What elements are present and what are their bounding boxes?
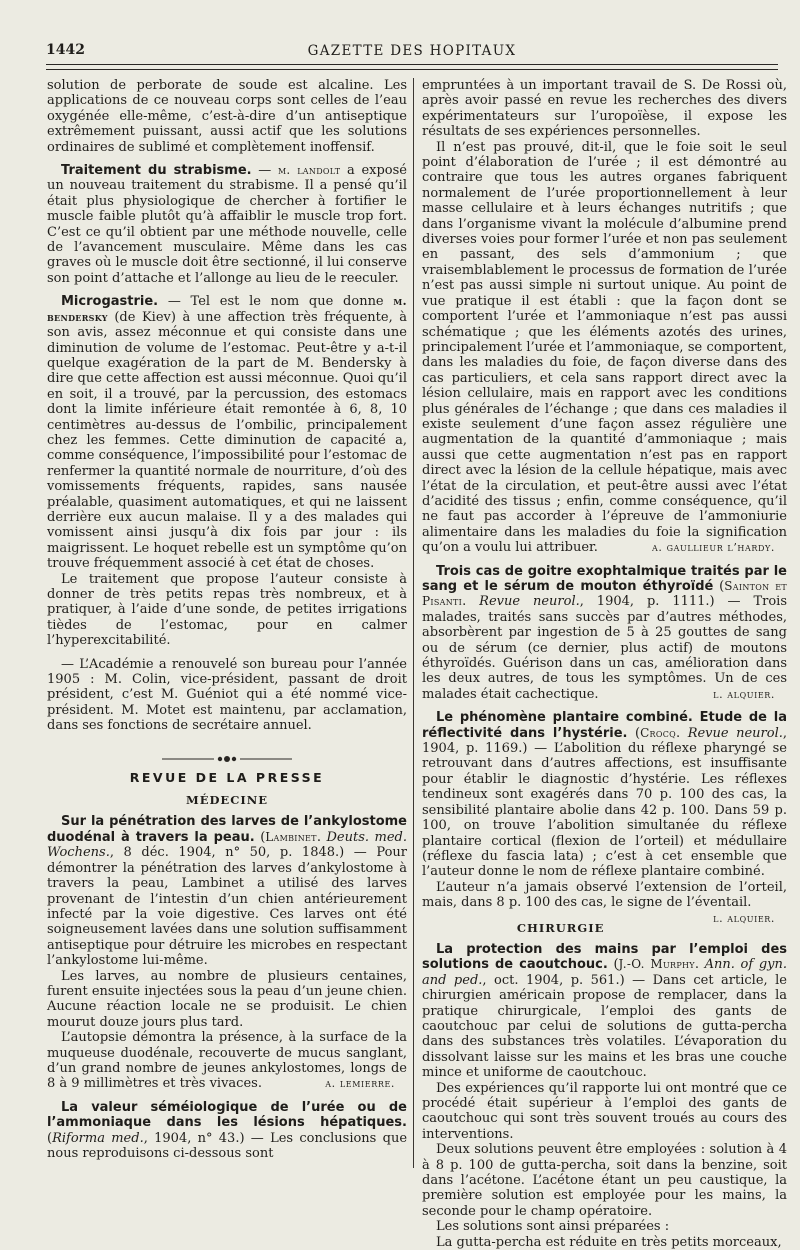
uree-title: La valeur séméiologique de l’urée ou de l’ammoniaque dans les lésions hépatiques.: [47, 1099, 407, 1131]
uree-conclusions-text: Il n’est pas prouvé, dit-il, que le foie soit le seul point d’élaboration de l’urée ; il est démontré au contraire que tous les autres organes fabriquent normalement de l’urée proportionnellement à leur masse cellulaire et à leurs échanges nutritifs ; que dans l’organisme vivant la molécule d’albumine prend diverses voies pour former l’urée et non pas seulement en passant, des sels d’ammonium ; que vraisemblablement le processus de formation de l’urée n’est pas aussi simple ni surtout unique. Au point de vue pratique il est établi : que la façon dont se comportent l’urée et l’ammoniaque n’est pas aussi schématique ; que les éléments azotés des urines, principalement l’urée et l’ammoniaque, se comportent, dans les maladies du foie, de façon diverse dans des cas particuliers, et cela sans rapport direct avec la lésion cellulaire, mais en rapport avec les conditions plus générales de l’échange ; que dans ces maladies il existe seulement d’une façon assez régulière une augmentation de la quantité d’ammoniaque ; mais aussi que cette augmentation n’est pas en rapport direct avec la lésion de la cellule hépatique, mais avec l’état de la circulation, et peut-être aussi avec l’état d’acidité des tissus ; enfin, comme conséquence, qu’il ne faut pas accorder à l’épreuve de l’ammoniurie alimentaire dans les maladies du foie la signification qu’on a voulu lui attribuer.: [422, 139, 787, 556]
protection-title: La protection des mains par l’emploi des solutions de caoutchouc.: [422, 941, 787, 973]
running-head: GAZETTE DES HOPITAUX: [307, 43, 517, 59]
goitre-ref-rest: , 1904, p. 1111.): [579, 594, 715, 610]
strabisme-author: m. landolt: [277, 163, 341, 178]
goitre-body: — Trois malades, traités sans succès par d’autres méthodes, absorbèrent par ingestion de 5 à 25 gouttes de sang ou de sérum (ce dernier, plus actif) de moutons éthyroïdés. Guérison dans un cas, amélioration dans les deux autres, de tous les symptômes. Un de ces malades était cachectique.: [422, 594, 787, 702]
strabisme-title: Traitement du strabisme.: [61, 163, 252, 179]
page-number: 1442: [46, 42, 85, 58]
ankylostome-paragraph-3-text: L’autopsie démontra la présence, à la surface de la muqueuse duodénale, recouverte de mucus sanglant, d’un grand nombre de jeunes ankylostomes, longs de 8 à 9 millimètres et très vivaces.: [47, 1030, 407, 1092]
ankylostome-paragraph-2: Les larves, au nombre de plusieurs centaines, furent ensuite injectées sous la peau d’un jeune chien. Aucune réaction locale ne se produisit. Le chien mourut douze jours plus tard.: [47, 968, 407, 1030]
uree-article: La valeur séméiologique de l’urée ou de l’ammoniaque dans les lésions hépatiques. (Riforma med., 1904, n° 43.) — Les conclusions que nous reproduisons ci-dessous sont: [47, 1099, 408, 1161]
ornament-divider: [47, 752, 407, 760]
plantaire-ref-rest: , 1904, p. 1169.): [422, 725, 788, 757]
ankylostome-title: Sur la pénétration des larves de l’ankylostome duodénal à travers la peau.: [47, 814, 407, 845]
header-rule-thin: [46, 69, 778, 70]
plantaire-paragraph-2: [422, 879, 787, 925]
left-column: [47, 78, 407, 1161]
ankylostome-ref-author: Lambinet: [265, 829, 317, 844]
plantaire-title: Le phénomène plantaire combiné. Etude de la réflectivité dans l’hystérie.: [422, 710, 787, 741]
plantaire-signature: l. alquier.: [713, 911, 775, 925]
ankylostome-ref-rest: , 8 déc. 1904, n° 50, p. 1848.): [109, 845, 345, 861]
plantaire-ref-journal: Revue neurol.: [687, 725, 783, 741]
protection-paragraph-4: Les solutions sont ainsi préparées :: [436, 1219, 670, 1235]
de-rossi-paragraph: empruntées à un important travail de S. De Rossi où, après avoir passé en revue les recherches des divers expérimentateurs sur l’uropoïèse, il expose les résultats de ses expériences personnelles.: [422, 78, 787, 140]
ornament-rule-icon: [162, 755, 292, 763]
uree-conclusions-paragraph: [422, 140, 787, 556]
ankylostome-article: Sur la pénétration des larves de l’ankylostome duodénal à travers la peau. (Lambinet. Deuts. med. Wochens., 8 déc. 1904, n° 50, p. 1848.) — Pour démontrer la pénétration des larves d’ankylostome à travers la peau, Lambinet a utilisé des larves provenant de l’intestin d’un chien antérieurement infecté par la voie digestive. Ces larves ont été soigneusement lavées dans une solution suffisamment antiseptique pour détruire les microbes en respectant l’ankylostome lui-même.: [47, 814, 408, 969]
goitre-ref-journal: Revue neurol.: [479, 594, 580, 610]
goitre-article: Trois cas de goitre exophtalmique traités par le sang et le sérum de mouton éthyroïdé (Sainton et Pisanti. Revue neurol., 1904, p. 1111.) — Trois malades, traités sans succès par d’autres méthodes, absorbèrent par ingestion de 5 à 25 gouttes de sang ou de sérum (ce dernier, plus actif) de moutons éthyroïdés. Guérison dans un cas, amélioration dans les deux autres, de tous les symptômes. Un de ces malades était cachectique. l. alquier.: [422, 563, 787, 702]
uree-signature: a. gaullieur l’hardy.: [652, 541, 775, 555]
ankylostome-paragraph-3: [47, 1030, 407, 1092]
plantaire-paragraph-2-text: L’auteur n’a jamais observé l’extension de l’orteil, mais, dans 8 p. 100 des cas, le signe de l’éventail.: [422, 879, 787, 911]
protection-body: — Dans cet article, le chirurgien américain propose de remplacer, dans la pratique chirurgicale, l’emploi des gants de caoutchouc par celui de solutions de gutta-percha dans des substances très volatiles. L’évaporation du dissolvant laisse sur les mains et les bras une couche mince et uniforme de caoutchouc.: [422, 972, 787, 1081]
ankylostome-signature: a. lemierre.: [325, 1077, 395, 1091]
dash: —: [251, 163, 278, 179]
microgastrie-article: [47, 294, 407, 571]
plantaire-article: Le phénomène plantaire combiné. Etude de la réflectivité dans l’hystérie. (Crocq. Revue neurol., 1904, p. 1169.) — L’abolition du réflexe pharyngé se retrouvant dans d’autres affections, est insuffisante pour établir le diagnostic d’hystérie. Les réflexes tendineux sont exagérés dans 70 p. 100 des cas, la sensibilité plantaire abolie dans 42 p. 100. Dans 59 p. 100, on trouve l’abolition simultanée du réflexe plantaire cortical (flexion de l’orteil) et médullaire (réflexe du fascia lata) ; c’est à cet ensemble que l’auteur donne le nom de réflexe plantaire combiné.: [422, 710, 788, 880]
right-column: [422, 78, 787, 1250]
uree-body: — Les conclusions que nous reproduisons ci-dessous sont: [47, 1130, 408, 1161]
ankylostome-body: — Pour démontrer la pénétration des larves d’ankylostome à travers la peau, Lambinet a utilisé des larves provenant de l’intestin d’un chien antérieurement infecté par la voie digestive. Ces larves ont été soigneusement lavées dans une solution suffisamment antiseptique pour détruire les microbes en respectant l’ankylostome lui-même.: [47, 845, 408, 969]
uree-ref-rest: , 1904, n° 43.): [143, 1130, 245, 1146]
goitre-title: Trois cas de goitre exophtalmique traités par le sang et le sérum de mouton éthyroïdé: [422, 563, 787, 594]
microgastrie-treatment: Le traitement que propose l’auteur consiste à donner de très petits repas très nombreux, et à pratiquer, à l’aide d’une sonde, de petites irrigations tièdes de l’estomac, pour en calmer l’hyperexcitabilité.: [47, 571, 407, 649]
goitre-signature: l. alquier.: [713, 687, 775, 701]
header-rule-thick: [46, 64, 778, 65]
medecine-subhead: MÉDECINE: [185, 793, 269, 808]
plantaire-body: — L’abolition du réflexe pharyngé se retrouvant dans d’autres affections, est insuffisante pour établir le diagnostic d’hystérie. Les réflexes tendineux sont exagérés dans 70 p. 100 des cas, la sensibilité plantaire abolie dans 42 p. 100. Dans 59 p. 100, on trouve l’abolition simultanée du réflexe plantaire cortical (flexion de l’orteil) et médullaire (réflexe du fascia lata) ; c’est à cet ensemble que l’auteur donne le nom de réflexe plantaire combiné.: [422, 741, 787, 880]
protection-paragraph-3: Deux solutions peuvent être employées : solution à 4 à 8 p. 100 de gutta-percha, soit dans la benzine, soit dans l’acétone. L’acétone étant un peu caustique, la première solution est employée pour les mains, la seconde pour le champ opératoire.: [422, 1142, 787, 1219]
microgastrie-author: m. bendersky: [47, 294, 407, 324]
column-separator: [413, 78, 414, 1168]
protection-paragraph-2: Des expériences qu’il rapporte lui ont montré que ce procédé était supérieur à l’emploi des gants de caoutchouc qui sont très souvent troués au cours des interventions.: [422, 1080, 787, 1142]
revue-de-la-presse-heading: REVUE DE LA PRESSE: [129, 769, 325, 785]
microgastrie-body: (de Kiev) à une affection très fréquente, à son avis, assez méconnue et qui consiste dans une diminution de volume de l’estomac. Peut-être y a-t-il quelque exagération de la part de M. Bendersky à dire que cette affection est aussi méconnue. Quoi qu’il en soit, il a trouvé, par la percussion, des estomacs dont la limite inférieure était remontée à 6, 8, 10 centimètres au-dessus de l’ombilic, principalement chez les femmes. Cette diminution de capacité a, comme conséquence, l’impossibilité pour l’estomac de renfermer la quantité normale de nourriture, d’où des vomissements fréquents, rapides, sans nausée préalable, quasiment automatiques, et qui ne laissent derrière eux aucun malaise. Il y a des malades qui vomissent ainsi jusqu’à dix fois par jour : ils maigrissent. Le hoquet rebelle est un symptôme qu’on trouve fréquemment associé à cet état de choses.: [47, 309, 407, 572]
chirurgie-subhead: CHIRURGIE: [516, 920, 605, 935]
microgastrie-title: Microgastrie.: [61, 294, 159, 310]
uree-ref-journal: Riforma med.: [52, 1130, 144, 1146]
ankylostome-ref-journal: Deuts. med. Wochens.: [47, 829, 407, 861]
plantaire-ref-author: Crocq: [640, 725, 677, 740]
protection-ref-rest: , oct. 1904, p. 561.): [482, 972, 625, 988]
protection-ref-author: J.-O. Murphy: [618, 957, 695, 972]
strabisme-body: a exposé un nouveau traitement du strabisme. Il a pensé qu’il était plus physiologique de chercher à fortifier le muscle faible plutôt qu’à affaiblir le muscle trop fort. C’est ce qu’il obtient par une méthode nouvelle, celle de l’avancement musculaire. Même dans les cas graves où le muscle doit être sectionné, il lui conserve son point d’attache et l’allonge au lieu de le reeculer.: [47, 163, 407, 286]
microgastrie-intro: — Tel est le nom que donne: [158, 294, 394, 310]
protection-article: La protection des mains par l’emploi des solutions de caoutchouc. (J.-O. Murphy. Ann. of gyn. and ped., oct. 1904, p. 561.) — Dans cet article, le chirurgien américain propose de remplacer, dans la pratique chirurgicale, l’emploi des gants de caoutchouc par celui de solutions de gutta-percha dans des substances très volatiles. L’évaporation du dissolvant laisse sur les mains et les bras une couche mince et uniforme de caoutchouc.: [422, 941, 787, 1081]
page-header: [46, 42, 778, 62]
perborate-paragraph: solution de perborate de soude est alcaline. Les applications de ce nouveau corps sont celles de l’eau oxygénée elle-même, c’est-à-dire d’un antiseptique extrêmement puissant, aussi actif que les solutions ordinaires de sublimé et complètement inoffensif.: [47, 78, 407, 155]
protection-ref-journal: Ann. of gyn. and ped.: [422, 957, 787, 988]
goitre-ref-author: Sainton et Pisanti: [422, 579, 787, 609]
protection-paragraph-5: La gutta-percha est réduite en très petits morceaux,: [436, 1234, 782, 1250]
academie-paragraph: — L’Académie a renouvelé son bureau pour l’année 1905 : M. Colin, vice-président, passant de droit président, c’est M. Guéniot qui a été nommé vice-président. M. Motet est maintenu, par acclamation, dans ses fonctions de secrétaire annuel.: [47, 656, 407, 734]
strabisme-article: [47, 163, 407, 286]
